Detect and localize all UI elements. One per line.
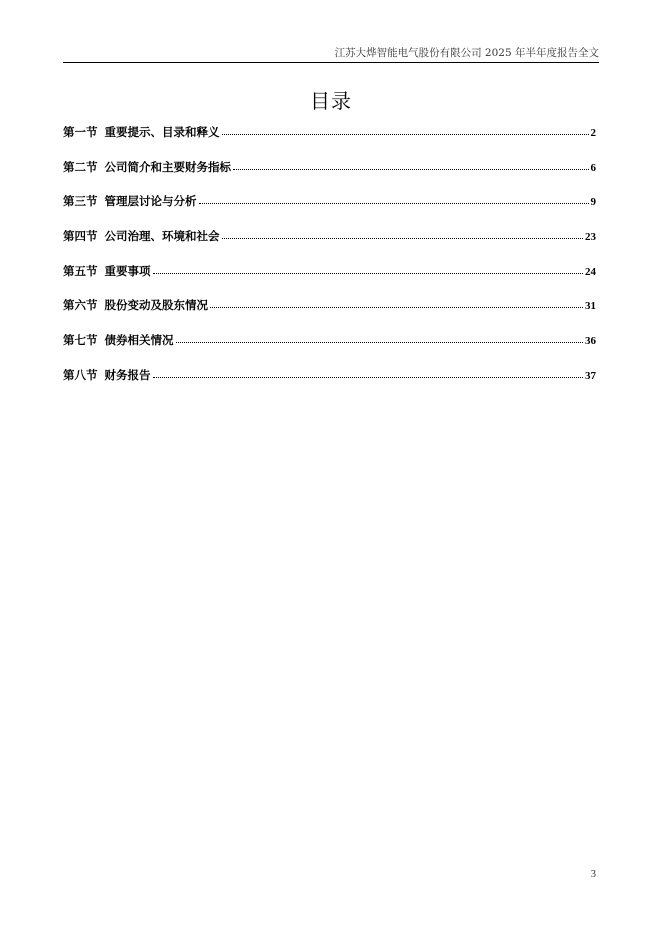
dot-leader (222, 237, 584, 239)
header-divider (63, 62, 599, 63)
toc-entry[interactable] (63, 225, 596, 260)
toc-section-number: 第八节 (63, 367, 98, 382)
toc-page-number: 24 (585, 265, 596, 278)
running-header: 江苏大烨智能电气股份有限公司 2025 年半年度报告全文 (334, 47, 599, 59)
toc-section-number: 第七节 (63, 333, 98, 348)
toc-section-title: 财务报告 (104, 367, 151, 382)
toc-entry[interactable] (63, 260, 596, 295)
toc-entry[interactable] (63, 329, 596, 364)
dot-leader (176, 341, 584, 343)
dot-leader (233, 168, 589, 170)
toc-section-title: 管理层讨论与分析 (104, 194, 197, 209)
dot-leader (153, 376, 584, 378)
dot-leader (153, 272, 584, 274)
toc-page-number: 36 (585, 335, 596, 348)
toc-section-number: 第二节 (63, 159, 98, 174)
toc-page-number: 9 (590, 196, 596, 209)
toc-entry[interactable] (63, 121, 596, 156)
toc-page-number: 37 (585, 369, 596, 382)
table-of-contents (63, 121, 596, 399)
dot-leader (199, 202, 589, 204)
toc-section-number: 第四节 (63, 229, 98, 244)
toc-section-title: 重要事项 (104, 263, 151, 278)
toc-entry[interactable] (63, 294, 596, 329)
toc-section-title: 债券相关情况 (104, 333, 174, 348)
toc-page-number: 31 (585, 300, 596, 313)
toc-section-number: 第一节 (63, 125, 98, 139)
toc-section-number: 第三节 (63, 194, 98, 209)
toc-entry[interactable] (63, 156, 596, 191)
toc-entry[interactable] (63, 364, 596, 399)
toc-page-number: 23 (585, 231, 596, 244)
toc-entry[interactable] (63, 190, 596, 225)
page-number: 3 (590, 869, 596, 880)
toc-section-title: 公司治理、环境和社会 (104, 229, 220, 244)
dot-leader (210, 306, 583, 308)
toc-section-number: 第六节 (63, 298, 98, 313)
toc-title: 目录 (310, 89, 352, 113)
dot-leader (222, 133, 589, 135)
toc-section-title: 股份变动及股东情况 (104, 298, 208, 313)
toc-section-title: 重要提示、目录和释义 (104, 125, 220, 139)
toc-page-number: 2 (590, 127, 596, 139)
toc-section-title: 公司简介和主要财务指标 (104, 159, 231, 174)
toc-page-number: 6 (590, 161, 596, 174)
toc-section-number: 第五节 (63, 263, 98, 278)
